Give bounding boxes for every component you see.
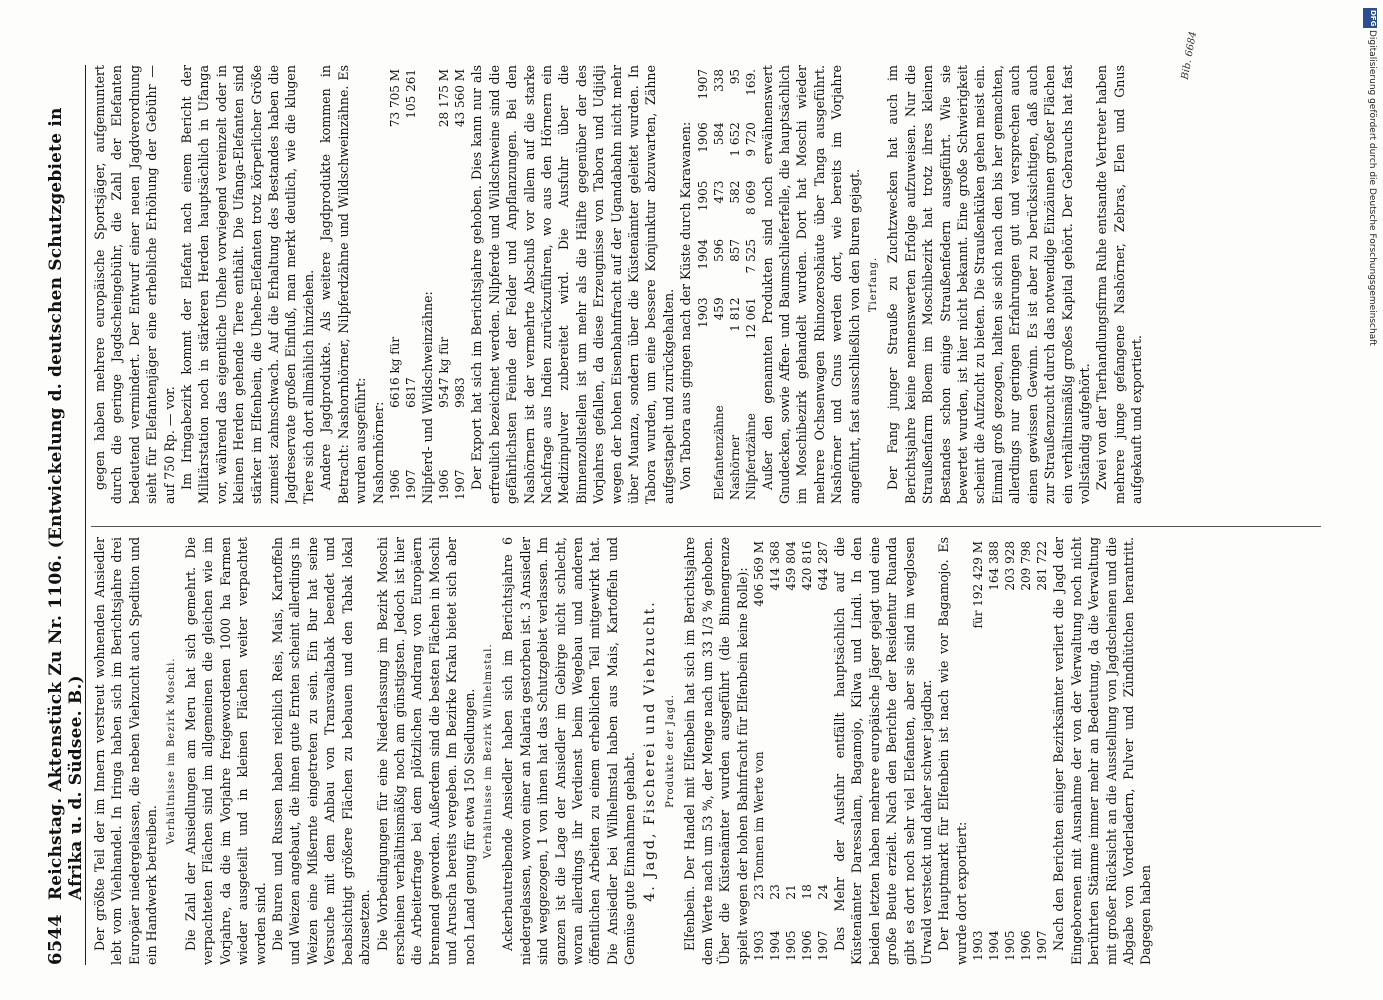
left-column [91, 526, 1321, 965]
table-row [986, 537, 1002, 965]
table-cell: 12 061 [743, 297, 758, 340]
paragraph: Die Zahl der Ansiedlungen am Meru hat sich gemehrt. Die verpachteten Flächen sind im allgemeinen die gleichen wie im Vorjahre, da die im Vorjahre freigewordenen 1000 ha Farmen wieder ausgeteilt und in kleinen Flächen weiter verpachtet worden sind. [183, 537, 268, 965]
table-cell: 8 069 [743, 180, 758, 215]
subheading: Produkte der Jagd. [665, 694, 676, 808]
table-cell: 459 [711, 297, 726, 321]
digitization-note: Digitalisierung gefördert durch die Deutsche Forschungsgemeinschaft [1367, 30, 1377, 346]
text-columns [91, 65, 1321, 965]
table-row [1002, 537, 1018, 965]
paragraph: Andere Jagdprodukte. Als weitere Jagdprodukte kommen in Betracht: Nashornhörner, Nilpferdzähne und Wildschweinzähne. Es wurden ausgeführt: [318, 65, 369, 504]
running-title: Reichstag. Aktenstück Zu Nr. 1106. (Entwickelung d. deutschen Schutzgebiete in Afrika u. d. Südsee. B.) [46, 107, 86, 901]
ivory-export-table [751, 537, 831, 965]
table-cell: 1 652 [727, 122, 742, 157]
table-cell: 1905 [784, 930, 799, 961]
table-cell: 1904 [768, 930, 783, 961]
table-cell [695, 362, 711, 504]
library-stamp: Bib. 6684 [1179, 30, 1200, 81]
subheading: Verhältnisse im Bezirk Wilhelmstal. [482, 643, 494, 859]
caravan-table [695, 65, 759, 504]
table-cell: 1907 [403, 469, 418, 500]
paragraph: Außer den genannten Produkten sind noch erwähnenswert Gnudecken, sowie Affen- und Baumschlieferfelle, die hauptsächlich im Moschibezirk gehandelt wurden. Dort hat Moschi wieder mehrere Ochsenwagen Rhinozeroshäute über Tanga ausgeführt. Nashörner und Gnus werden dort, wie bereits im Vorjahre angeführt, fast ausschließlich von den Buren gejagt. [759, 65, 862, 504]
right-column [91, 65, 1321, 504]
table-cell: 73 705 M [387, 69, 402, 128]
table-label: Nashornhörner: [370, 401, 386, 504]
table-cell: 420 816 [800, 541, 815, 591]
table-cell: 9547 kg für [437, 336, 452, 408]
table-row [727, 65, 743, 504]
table-row [711, 65, 727, 504]
paragraph: Die Buren und Russen haben reichlich Reis, Mais, Kartoffeln und Weizen angebaut, die ihnen gute Ernten scheint allerdings in Weizen eine Mißernte eingetreten zu sein. Ein Bur hat seine Versuche mit dem Anbau von Transvaaltabak beendet und beabsichtigt größere Flächen zu bebauen und den Tabak lokal abzusetzen. [270, 537, 373, 965]
table-cell: 1904 [987, 930, 1002, 961]
table-cell: 1906 [695, 122, 710, 153]
table-cell: für 192 429 M [971, 541, 986, 629]
table-cell: 1904 [695, 239, 710, 270]
dfg-logo: DFG [1363, 8, 1377, 28]
table-cell: 23 [768, 884, 783, 900]
table-cell: 1906 [437, 469, 452, 500]
table-cell: 596 [711, 239, 726, 262]
table-cell: 584 [711, 122, 726, 146]
table-cell: 1907 [695, 69, 710, 100]
table-row [743, 65, 759, 504]
paragraph: Im Iringabezirk kommt der Elefant nach einem Bericht der Militärstation noch in stärkeren Herden hauptsächlich in Ufanga vor, während das eigentliche Uhehe vorwiegend vereinzelt oder in kleinen Herden gehende Tiere enthält. Die Ufanga-Elefanten sind stärker im Elfenbein, die Uhehe-Elefanten trotz körperlicher Größe zumeist zahnschwach. Auf die Erhaltung des Bestandes haben die Jagdreservate großen Einfluß, man merkt deutlich, wie die klugen Tiere sich dort allmählich hinziehen. [179, 65, 316, 504]
table-cell: Nilpferdzähne [743, 413, 758, 500]
table-cell: 1906 [387, 469, 402, 500]
table-cell: 105 261 [403, 69, 418, 119]
table-cell: 21 [784, 884, 799, 900]
paragraph: Nach den Berichten einiger Bezirksämter verliert die Jagd der Eingeborenen mit Ausnahme der von der Verwaltung noch nicht berührten Stämme immer mehr an Bedeutung, da die Verwaltung mit großer Rücksicht an die Ausstellung von Jagdscheinen und die Abgabe von Vorderladern, Pulver und Zündhütchen herantritt. Dagegen haben [1051, 537, 1154, 965]
page-number: 6544 [45, 914, 66, 965]
table-cell: 1907 [816, 930, 831, 961]
paragraph: Der größte Teil der im Innern verstreut wohnenden Ansiedler lebt vom Viehhandel. In Iringa haben sich im Berichtsjahre drei Europäer niedergelassen, die neben Viehzucht auch Spedition und ein Handwerk betreiben. [92, 537, 160, 965]
table-cell: Nashörner [727, 434, 742, 500]
table-cell: 338 [711, 69, 726, 92]
subheading: Verhältnisse im Bezirk Moschi. [165, 657, 177, 845]
table-cell: Elefantenzähne [711, 405, 726, 500]
table-cell: 414 368 [768, 541, 783, 591]
table-cell: 203 928 [1003, 541, 1018, 591]
table-cell: 1903 [752, 930, 767, 961]
table-cell: 28 175 M [437, 69, 452, 128]
paragraph: Der Export hat sich im Berichtsjahre gehoben. Dies kann nur als erfreulich bezeichnet werden. Nilpferde und Wildschweine sind die gefährlichsten Feinde der Felder und Anpflanzungen. Bei den Nashörnern ist der vermehrte Abschuß vor allem auf die starke Nachfrage aus Indien zurückzuführen, wo aus den Hörnern ein Medizinpulver zubereitet wird. Die Ausfuhr über die Binnenzollstellen ist um mehr als die Hälfte gegenüber der des Vorjahres gefallen, da diese Erzeugnisse von Tabora und Udjidji wegen der hohen Eisenbahnfracht auf der Ugandabahn nicht mehr über Muanza, sondern über die Küstenämter geleitet wurden. In Tabora wurden, um eine bessere Konjunktur abzuwarten, Zähne aufgestapelt und zurückgehalten. [469, 65, 676, 504]
table-cell: 24 [816, 884, 831, 900]
table-row [970, 537, 986, 965]
subheading: Tierfang. [868, 256, 880, 313]
table-cell: 473 [711, 180, 726, 204]
table-row [1018, 537, 1034, 965]
table-cell: 6817 [403, 377, 418, 408]
table-cell: 1907 [453, 469, 468, 500]
table-cell: 169. [743, 69, 758, 96]
paragraph: Der Hauptmarkt für Elfenbein ist nach wie vor Bagamojo. Es wurde dort exportiert: [936, 537, 969, 965]
hippo-teeth-table [436, 65, 468, 504]
paragraph: Das Mehr der Ausfuhr entfällt hauptsächlich auf die Küstenämter Daressalam, Bagamojo, Kilwa und Lindi. In den beiden letzten haben mehrere europäische Jäger gejagt und eine große Beute erzielt. Nach den Berichte der Residentur Ruanda gibt es dort noch sehr viel Elefanten, aber sie sind im weglosen Urwald versteckt und daher schwer jagdbar. [832, 537, 935, 965]
table-cell: 582 [727, 180, 742, 204]
table-cell: 459 804 [784, 541, 799, 591]
paragraph: Der Fang junger Strauße zu Zuchtzwecken hat auch im Berichtsjahre keine nennenswerten Erfolge aufzuweisen. Nur die Straußenfarm Bloem im Moschibezirk hat trotz ihres kleinen Bestandes schon einige Straußenfedern ausgeführt. Wie sie bewertet wurden, ist hier nicht bekannt. Eine große Schwierigkeit scheint die Aufzucht zu bieten. Die Straußenküken gehen meist ein. Einmal groß gezogen, halten sie sich nach den bis her gemachten, allerdings nur geringen Erfahrungen gut und versprechen auch einen gewissen Gewinn. Es ist aber zu berücksichtigen, daß auch zur Straußenzucht durch das notwendige Einzäunen großer Flächen ein verhältnismäßig großes Kapital gehört. Der Gebrauchs hat fast vollständig aufgehört. [885, 65, 1092, 504]
table-cell: 1905 [695, 180, 710, 212]
table-cell: 95 [727, 69, 742, 85]
table-cell: 7 525 [743, 239, 758, 274]
table-row [403, 65, 419, 504]
table-cell: 9 720 [743, 122, 758, 157]
table-cell: 23 Tonnen im Werte von [752, 751, 767, 900]
table-cell: 1903 [971, 930, 986, 961]
table-row [783, 537, 799, 965]
paragraph: Von Tabora aus gingen nach der Küste durch Karawanen: [678, 121, 694, 490]
paragraph: Zwei von der Tierhandlungsfirma Ruhe entsandte Vertreter haben mehrere junge gefangene Nashörner, Zebras, Elen und Gnus aufgekauft und exportiert. [1094, 65, 1145, 504]
table-cell: 1905 [1003, 930, 1018, 961]
table-cell: 43 560 M [453, 69, 468, 128]
table-cell: 1907 [1035, 930, 1050, 961]
rotated-page-content [45, 65, 1335, 965]
page-header [45, 65, 86, 965]
table-row [436, 65, 452, 504]
table-cell: 6616 kg für [387, 336, 402, 408]
table-row [751, 537, 767, 965]
table-row [1034, 537, 1050, 965]
table-row [452, 65, 468, 504]
rhino-horn-table [387, 65, 419, 504]
table-cell: 857 [727, 239, 742, 262]
paragraph: Die Vorbedingungen für eine Niederlassung im Bezirk Moschi erscheinen verhältnismäßig noch am günstigsten. Jedoch ist hier die Arbeiterfrage bei dem plötzlichen Andrang von Europäern brennend geworden. Außerdem sind die besten Flächen in Moschi und Aruscha bereits vergeben. Im Bezirke Kraku bietet sich aber noch Land genug für etwa 150 Siedlungen. [374, 537, 477, 965]
section-heading: 4. Jagd, Fischerei und Viehzucht. [641, 600, 658, 902]
table-cell: 1906 [1019, 930, 1034, 961]
table-row [815, 537, 831, 965]
table-cell: 1903 [695, 297, 710, 328]
paragraph: gegen haben mehrere europäische Sportsjäger, aufgemuntert durch die geringe Jagdscheingebühr, die Zahl der Elefanten bedeutend vermindert. Der Entwurf einer neuen Jagdverordnung sieht für Elefantenjäger eine erhebliche Erhöhung der Gebühr — auf 750 Rp. — vor. [92, 65, 177, 504]
table-cell: 1906 [800, 930, 815, 961]
table-cell: 281 722 [1035, 541, 1050, 591]
table-row [387, 65, 403, 504]
table-row [799, 537, 815, 965]
paragraph: Ackerbautreibende Ansiedler haben sich im Berichtsjahre 6 niedergelassen, wovon einer an Malaria gestorben ist. 3 Ansiedler sind weggezogen, 1 von ihnen hat das Schutzgebiet verlassen. Im ganzen ist die Lage der Ansiedler im Gebirge nicht schlecht, woran allerdings ihr Verdienst beim Wegebau und anderen öffentlichen Arbeiten zu einem erheblichen Teil mitgewirkt hat. Die Ansiedler bei Wilhelmstal haben aus Mais, Kartoffeln und Gemüse gute Einnahmen gehabt. [500, 537, 638, 965]
table-cell: 9983 [453, 377, 468, 408]
table-cell: 406 569 M [752, 541, 767, 607]
table-row [767, 537, 783, 965]
table-cell: 209 798 [1019, 541, 1034, 591]
table-cell: 644 287 [816, 541, 831, 591]
paragraph: Elfenbein. Der Handel mit Elfenbein hat sich im Berichtsjahre dem Werte nach um 53 %, der Menge nach um 33 1/3 % gehoben. Über die Küstenämter wurden ausgeführt (die Binnengrenze spielt wegen der hohen Bahnfracht für Elfenbein keine Rolle): [682, 537, 750, 965]
bagamojo-export-table [970, 537, 1050, 965]
table-cell: 164 388 [987, 541, 1002, 591]
table-cell: 1 812 [727, 297, 742, 332]
table-label: Nilpferd- und Wildschweinzähne: [419, 291, 435, 504]
table-cell: 18 [800, 884, 815, 900]
